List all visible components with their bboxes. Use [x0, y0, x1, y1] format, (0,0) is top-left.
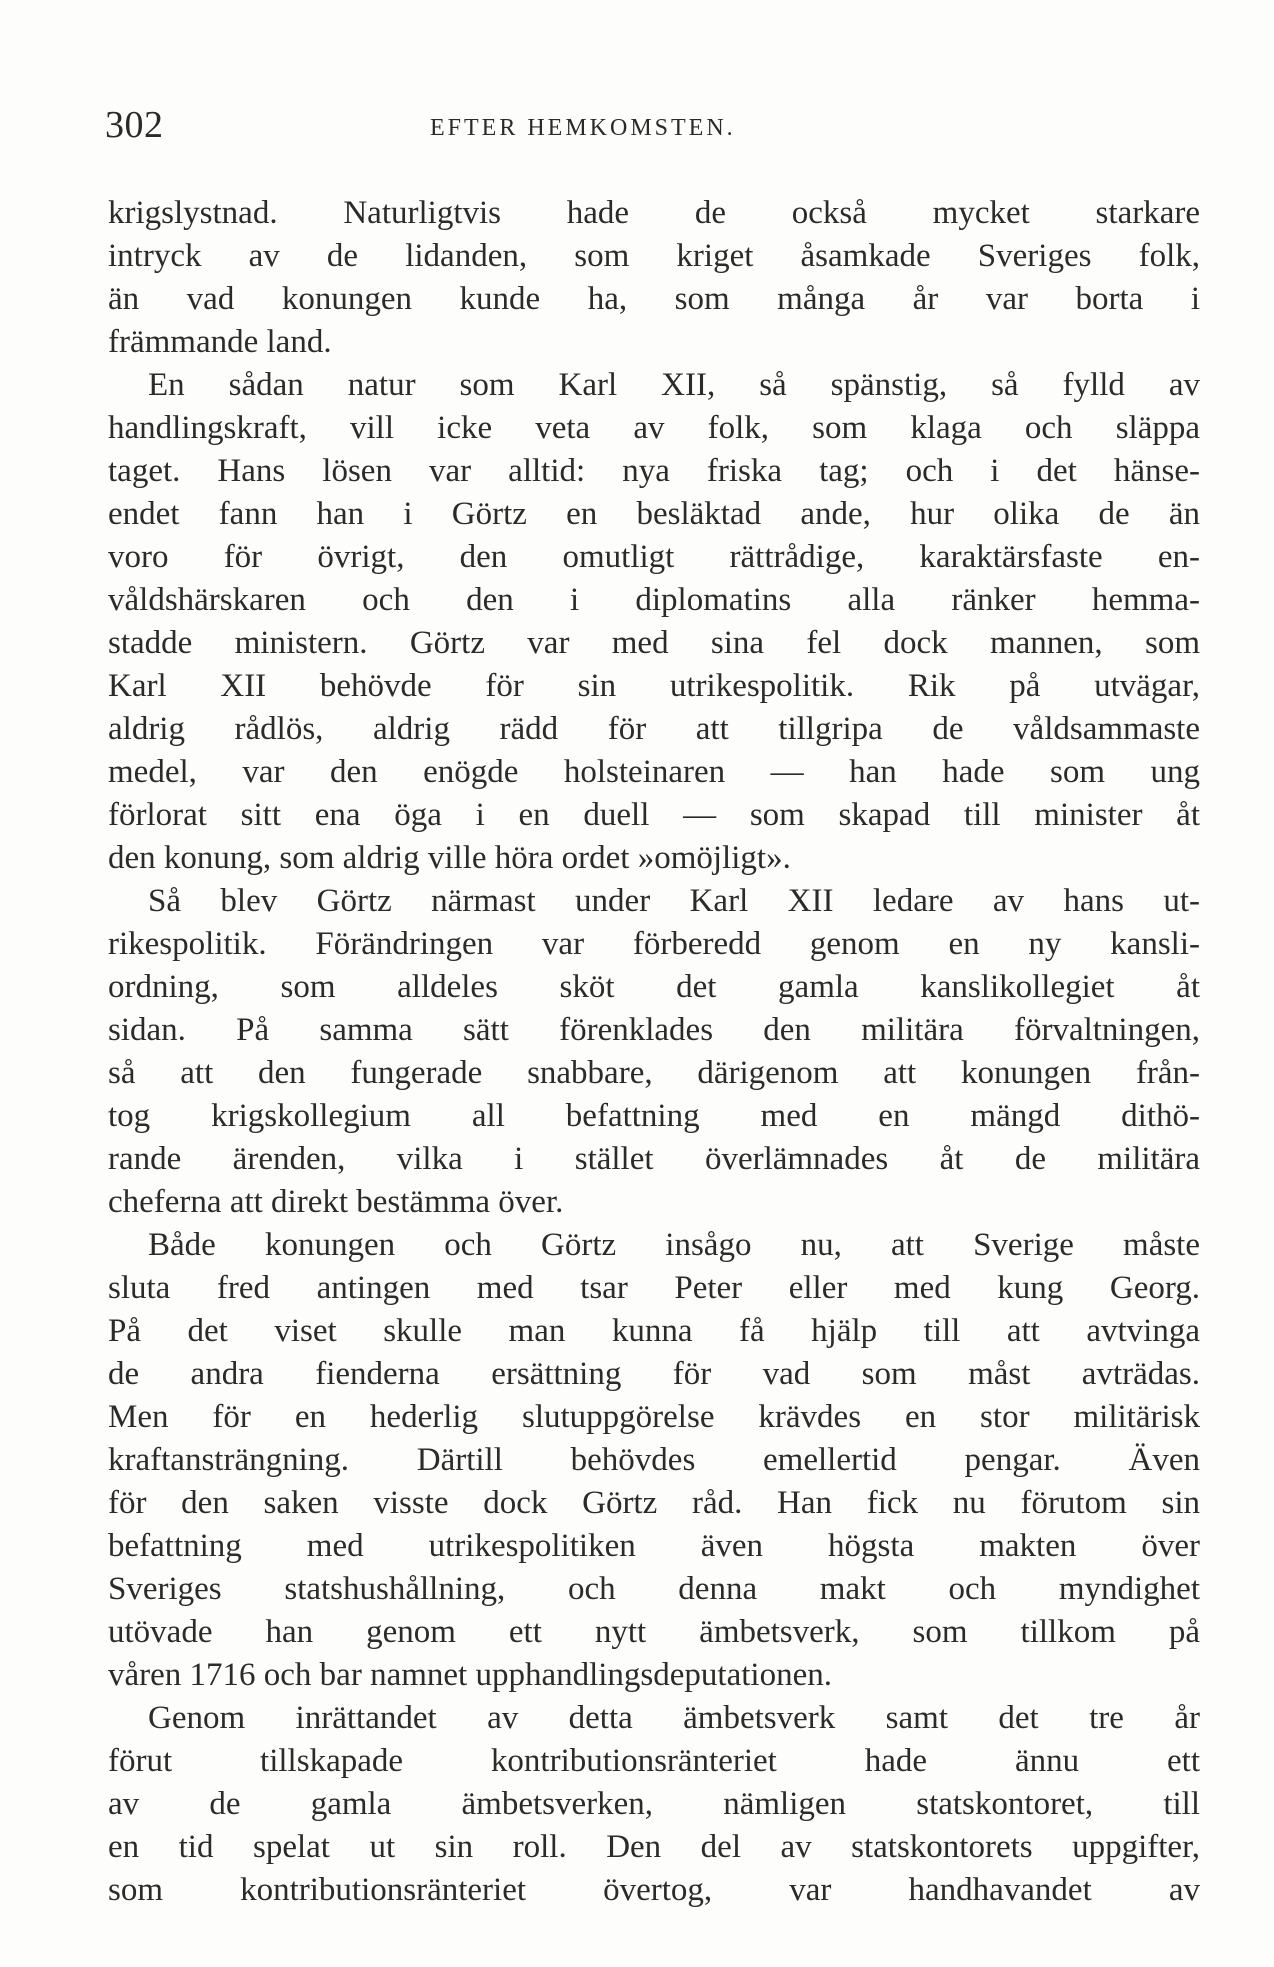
text-line: som kontributionsränteriet övertog, var handhavandet av [108, 1872, 1200, 1908]
text-line: utövade han genom ett nytt ämbetsverk, som tillkom på [108, 1614, 1200, 1650]
body-text [108, 192, 1200, 1912]
text-line: handlingskraft, vill icke veta av folk, som klaga och släppa [108, 410, 1200, 446]
text-line: av de gamla ämbetsverken, nämligen statskontoret, till [108, 1786, 1200, 1822]
text-line: en tid spelat ut sin roll. Den del av statskontorets uppgifter, [108, 1829, 1200, 1865]
text-line: kraftansträngning. Därtill behövdes emellertid pengar. Även [108, 1442, 1200, 1478]
text-line: medel, var den enögde holsteinaren — han hade som ung [108, 754, 1200, 790]
text-line: de andra fienderna ersättning för vad som måst avträdas. [108, 1356, 1200, 1392]
text-line: taget. Hans lösen var alltid: nya friska tag; och i det hänse- [108, 453, 1200, 489]
text-line: våldshärskaren och den i diplomatins alla ränker hemma- [108, 582, 1200, 618]
text-line: rande ärenden, vilka i stället överlämnades åt de militära [108, 1141, 1200, 1177]
text-line: den konung, som aldrig ville höra ordet »omöjligt». [108, 840, 791, 876]
text-line: intryck av de lidanden, som kriget åsamkade Sveriges folk, [108, 238, 1200, 274]
text-line: förut tillskapade kontributionsränteriet hade ännu ett [108, 1743, 1200, 1779]
text-line: Både konungen och Görtz insågo nu, att Sverige måste [148, 1227, 1200, 1263]
text-line: På det viset skulle man kunna få hjälp till att avtvinga [108, 1313, 1200, 1349]
page-header [105, 100, 1200, 150]
text-line: sidan. På samma sätt förenklades den militära förvaltningen, [108, 1012, 1200, 1048]
text-line: förlorat sitt ena öga i en duell — som skapad till minister åt [108, 797, 1200, 833]
text-line: Genom inrättandet av detta ämbetsverk samt det tre år [148, 1700, 1200, 1736]
text-line: våren 1716 och bar namnet upphandlingsdeputationen. [108, 1657, 832, 1693]
text-line: främmande land. [108, 324, 332, 360]
text-line: aldrig rådlös, aldrig rädd för att tillgripa de våldsammaste [108, 711, 1200, 747]
text-line: En sådan natur som Karl XII, så spänstig, så fylld av [148, 367, 1200, 403]
text-line: ordning, som alldeles sköt det gamla kanslikollegiet åt [108, 969, 1200, 1005]
text-line: så att den fungerade snabbare, därigenom att konungen från- [108, 1055, 1200, 1091]
text-line: rikespolitik. Förändringen var förberedd genom en ny kansli- [108, 926, 1200, 962]
page-number: 302 [105, 104, 164, 146]
text-line: krigslystnad. Naturligtvis hade de också mycket starkare [108, 195, 1200, 231]
text-line: endet fann han i Görtz en besläktad ande, hur olika de än [108, 496, 1200, 532]
text-line: Sveriges statshushållning, och denna makt och myndighet [108, 1571, 1200, 1607]
text-line: än vad konungen kunde ha, som många år var borta i [108, 281, 1200, 317]
text-line: cheferna att direkt bestämma över. [108, 1184, 564, 1220]
text-line: voro för övrigt, den omutligt rättrådige, karaktärsfaste en- [108, 539, 1200, 575]
text-line: Men för en hederlig slutuppgörelse krävdes en stor militärisk [108, 1399, 1200, 1435]
text-line: Karl XII behövde för sin utrikespolitik. Rik på utvägar, [108, 668, 1200, 704]
text-line: för den saken visste dock Görtz råd. Han fick nu förutom sin [108, 1485, 1200, 1521]
text-line: befattning med utrikespolitiken även högsta makten över [108, 1528, 1200, 1564]
text-line: sluta fred antingen med tsar Peter eller med kung Georg. [108, 1270, 1200, 1306]
text-line: stadde ministern. Görtz var med sina fel dock mannen, som [108, 625, 1200, 661]
running-head: EFTER HEMKOMSTEN. [430, 115, 736, 141]
text-line: tog krigskollegium all befattning med en mängd dithö- [108, 1098, 1200, 1134]
text-line: Så blev Görtz närmast under Karl XII ledare av hans ut- [148, 883, 1200, 919]
